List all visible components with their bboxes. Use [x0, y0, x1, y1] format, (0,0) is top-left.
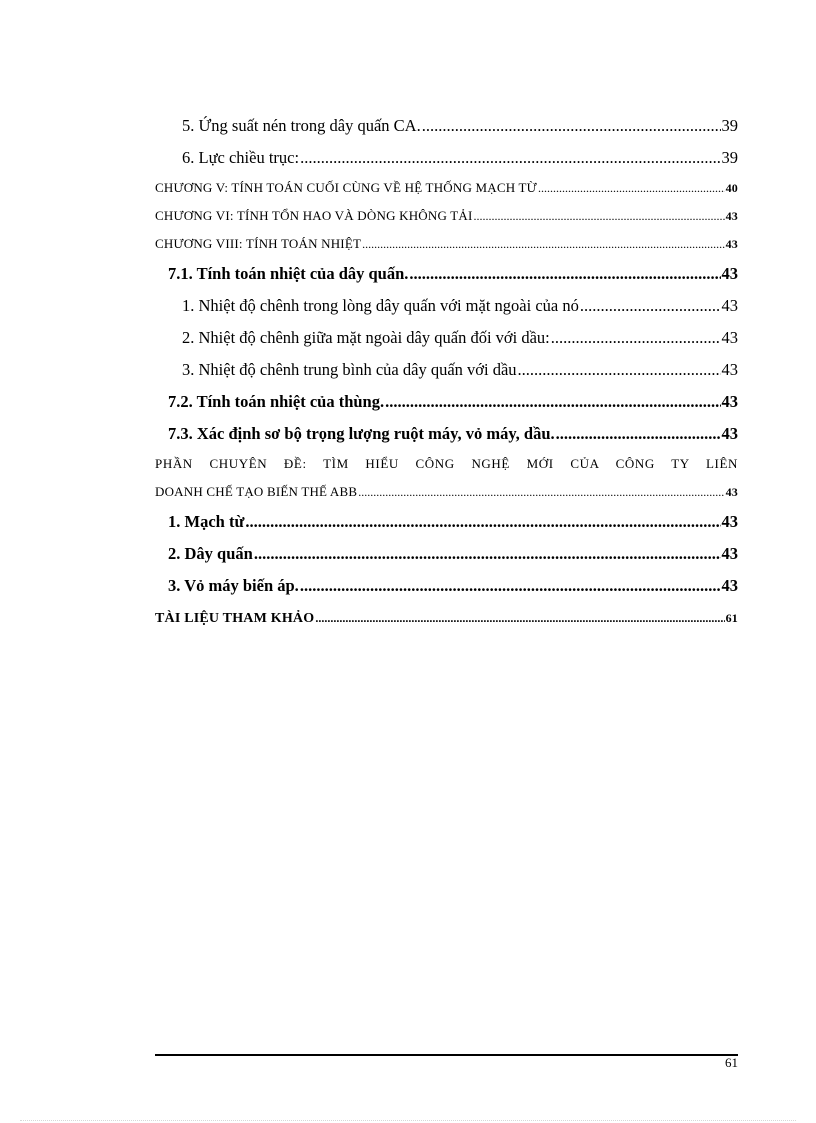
- toc-leader-dots: [300, 142, 720, 174]
- toc-leader-dots: [580, 290, 721, 322]
- toc-section: [155, 418, 738, 450]
- toc-entry-text: 2. Nhiệt độ chênh giữa mặt ngoài dây quấn đối với dầu:: [182, 328, 550, 347]
- toc-page-number: 43: [721, 328, 738, 347]
- toc-leader-dots: [538, 174, 725, 202]
- toc-leader-dots: [385, 386, 720, 418]
- toc-leader-dots: [556, 418, 721, 450]
- toc-section: [155, 386, 738, 418]
- toc-page-number: 43: [725, 209, 738, 223]
- toc-page-number: 43: [721, 392, 738, 411]
- toc-entry-text: 7.2. Tính toán nhiệt của thùng.: [168, 392, 385, 411]
- toc-leader-dots: [551, 322, 721, 354]
- toc-chapter: [155, 174, 738, 202]
- toc-leader-dots: [358, 478, 724, 506]
- toc-entry-text: 2. Dây quấn: [168, 544, 253, 563]
- toc-leader-dots: [422, 110, 721, 142]
- toc-leader-dots: [245, 506, 720, 538]
- toc-entry: [155, 354, 738, 386]
- toc-page-number: 43: [721, 360, 738, 379]
- toc-entry: [155, 322, 738, 354]
- toc-leader-dots: [300, 570, 721, 602]
- toc-entry-text: CHƯƠNG V: TÍNH TOÁN CUỐI CÙNG VỀ HỆ THỐNG MẠCH TỪ: [155, 180, 537, 195]
- toc-entry-text: 7.3. Xác định sơ bộ trọng lượng ruột máy, vỏ máy, dầu.: [168, 424, 555, 443]
- toc-entry: [155, 110, 738, 142]
- toc-section: [155, 258, 738, 290]
- table-of-contents: [155, 110, 738, 634]
- toc-chapter: [155, 202, 738, 230]
- toc-page-number: 43: [725, 237, 738, 251]
- toc-entry-text: DOANH CHẾ TẠO BIẾN THẾ ABB: [155, 484, 358, 499]
- toc-page-number: 43: [721, 512, 738, 531]
- toc-entry: [155, 142, 738, 174]
- footer-rule: [155, 1054, 738, 1056]
- toc-leader-dots: [474, 202, 725, 230]
- toc-part-title-line1: PHẦN CHUYÊN ĐỀ: TÌM HIỂU CÔNG NGHỆ MỚI CỦA CÔNG TY LIÊN: [155, 456, 738, 471]
- toc-page-number: 39: [721, 148, 738, 167]
- toc-page-number: 43: [721, 264, 738, 283]
- toc-section: [155, 570, 738, 602]
- page-edge-divider: [20, 1120, 796, 1121]
- toc-section: [155, 538, 738, 570]
- toc-chapter: [155, 602, 738, 634]
- toc-entry-text: 6. Lực chiều trục:: [182, 148, 300, 167]
- toc-page-number: 43: [721, 424, 738, 443]
- toc-page-number: 39: [721, 116, 738, 135]
- toc-leader-dots: [254, 538, 721, 570]
- toc-entry-text: CHƯƠNG VIII: TÍNH TOÁN NHIỆT: [155, 236, 362, 251]
- toc-leader-dots: [518, 354, 721, 386]
- toc-chapter: [155, 230, 738, 258]
- toc-entry-text: 3. Nhiệt độ chênh trung bình của dây quấn với dầu: [182, 360, 517, 379]
- toc-page-number: 43: [721, 544, 738, 563]
- toc-chapter: [155, 478, 738, 506]
- toc-page-number: 61: [725, 611, 738, 625]
- toc-entry: [155, 290, 738, 322]
- toc-page-number: 43: [721, 296, 738, 315]
- toc-entry-text: 5. Ứng suất nén trong dây quấn CA.: [182, 116, 421, 135]
- toc-entry-text: 1. Mạch từ: [168, 512, 245, 531]
- toc-entry-text: 3. Vỏ máy biến áp.: [168, 576, 299, 595]
- toc-leader-dots: [409, 258, 720, 290]
- toc-leader-dots: [315, 602, 724, 634]
- toc-entry-text: 1. Nhiệt độ chênh trong lòng dây quấn với mặt ngoài của nó: [182, 296, 579, 315]
- toc-page-number: 43: [725, 485, 738, 499]
- toc-entry-text: TÀI LIỆU THAM KHẢO: [155, 611, 315, 626]
- toc-leader-dots: [362, 230, 724, 258]
- toc-page-number: 43: [721, 576, 738, 595]
- toc-entry-text: 7.1. Tính toán nhiệt của dây quấn.: [168, 264, 409, 283]
- toc-page-number: 40: [725, 181, 738, 195]
- toc-entry-text: CHƯƠNG VI: TÍNH TỔN HAO VÀ DÒNG KHÔNG TẢI: [155, 208, 473, 223]
- footer-page-number: 61: [725, 1055, 738, 1070]
- toc-section: [155, 506, 738, 538]
